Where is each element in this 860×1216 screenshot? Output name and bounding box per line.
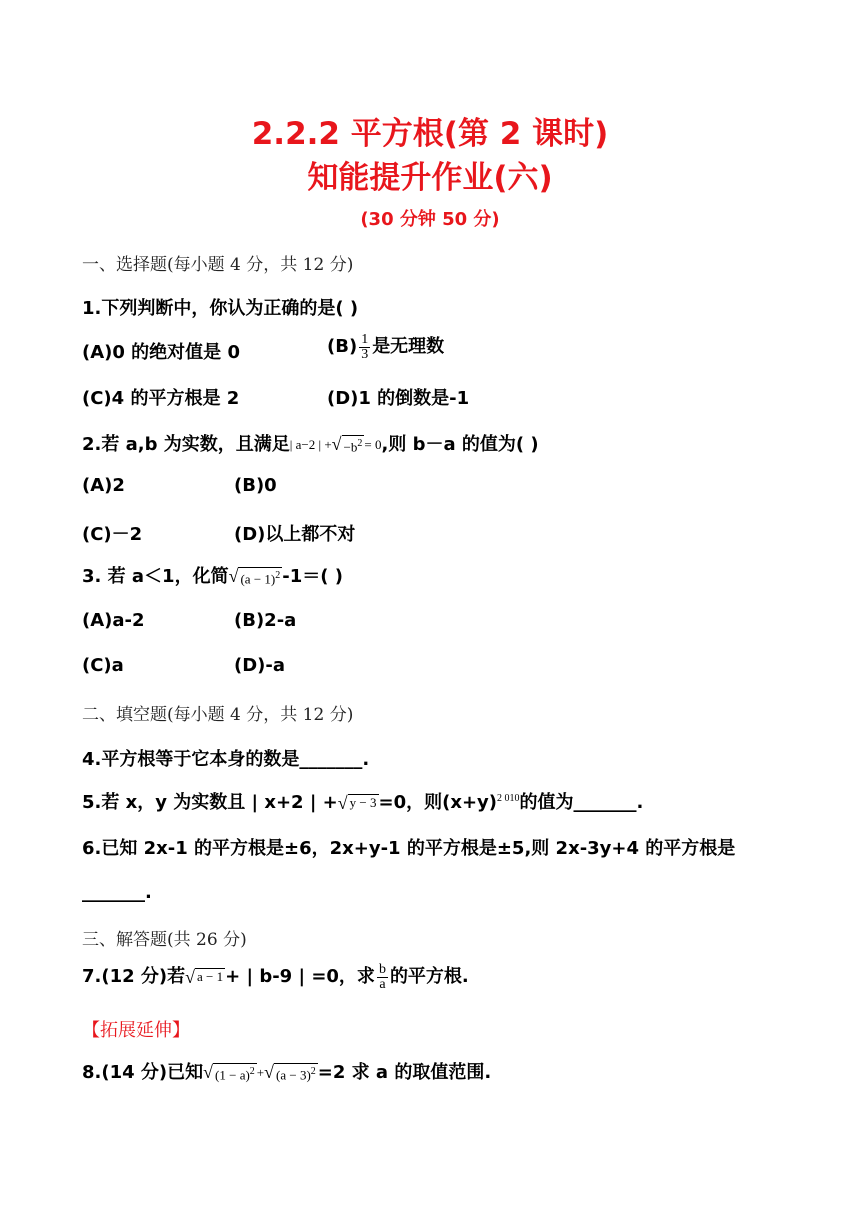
question-3 (82, 562, 343, 588)
radicand: y − 3 (349, 795, 377, 810)
q7-text-pre: 7.(12 分)若 (82, 966, 186, 987)
q1-option-a: (A)0 的绝对值是 0 (82, 342, 240, 363)
q3-sqrt (229, 567, 283, 587)
q5-exponent: 2 010 (497, 793, 520, 804)
q2-option-d: (D)以上都不对 (234, 524, 356, 545)
q5-sqrt (338, 794, 379, 812)
q1-option-c: (C)4 的平方根是 2 (82, 388, 240, 409)
extension-heading: 【拓展延伸】 (82, 1020, 190, 1041)
radicand: $-b^2$ (342, 435, 365, 455)
title-line-1: 2.2.2 平方根(第 2 课时) (251, 116, 609, 152)
title-line-2: 知能提升作业(六) (307, 160, 553, 196)
radicand: a − 1 (197, 969, 224, 984)
question-6: 6.已知 2x-1 的平方根是±6，2x+y-1 的平方根是±5,则 2x-3y+4 的平方根是 (82, 838, 736, 859)
radical-sign: √ (331, 433, 342, 454)
q8-sqrt-2 (264, 1063, 318, 1083)
fraction-denominator: a (379, 976, 386, 992)
radicand: $(a - 1)^2$ (238, 567, 282, 587)
q2-option-a: (A)2 (82, 475, 125, 496)
q5-text-mid: =0，则(x+y) (378, 792, 497, 813)
q3-option-a: (A)a-2 (82, 610, 145, 631)
q8-plus: + (256, 1065, 265, 1080)
question-4: 4.平方根等于它本身的数是_______. (82, 749, 370, 770)
q1-option-b-label: (B) (327, 336, 358, 357)
time-limit: (30 分钟 50 分) (360, 209, 500, 230)
radical-sign: √ (185, 967, 196, 987)
q1-option-b-text: 是无理数 (372, 336, 445, 357)
q8-text-post: =2 求 a 的取值范围. (317, 1062, 492, 1083)
question-6-blank: _______. (82, 882, 152, 903)
radical-sign: √ (264, 1061, 275, 1082)
radical-sign: √ (203, 1061, 214, 1082)
question-5 (82, 788, 643, 814)
radical-sign: √ (228, 565, 239, 586)
q1-option-b (327, 332, 444, 362)
q7-fraction (377, 963, 388, 992)
question-1: 1.下列判断中，你认为正确的是( ) (82, 298, 359, 319)
fraction-denominator: 3 (361, 346, 369, 362)
fraction-numerator: b (378, 961, 386, 977)
q2-sqrt (332, 435, 365, 455)
q2-option-b: (B)0 (234, 475, 277, 496)
q8-sqrt-1 (203, 1063, 257, 1083)
q1-option-b-fraction (359, 333, 370, 362)
section-fill-heading: 二、填空题(每小题 4 分，共 12 分) (82, 705, 354, 725)
radical-sign: √ (337, 793, 348, 813)
question-2 (82, 430, 539, 456)
q2-abs-term: | a−2 | + (289, 437, 332, 452)
q7-text-post: 的平方根. (389, 966, 469, 987)
q3-option-d: (D)-a (234, 655, 286, 676)
q8-text-pre: 8.(14 分)已知 (82, 1062, 204, 1083)
q2-equals-zero: = 0 (364, 437, 382, 452)
section-choice-heading: 一、选择题(每小题 4 分，共 12 分) (82, 255, 354, 275)
q2-text-post: ,则 b－a 的值为( ) (381, 434, 539, 455)
fraction-numerator: 1 (361, 331, 369, 347)
q5-text-post: 的值为_______. (519, 792, 644, 813)
radicand: $(a - 3)^2$ (274, 1063, 318, 1083)
q7-text-mid: + | b-9 | =0，求 (225, 966, 375, 987)
q3-option-b: (B)2-a (234, 610, 297, 631)
q3-text-pre: 3. 若 a＜1，化简 (82, 566, 229, 587)
q3-text-post: -1＝( ) (282, 566, 343, 587)
q7-sqrt (185, 968, 225, 986)
q2-text-pre: 2.若 a,b 为实数，且满足 (82, 434, 290, 455)
question-8 (82, 1058, 491, 1084)
q3-option-c: (C)a (82, 655, 124, 676)
section-answer-heading: 三、解答题(共 26 分) (82, 930, 247, 950)
q2-option-c: (C)－2 (82, 524, 143, 545)
question-7 (82, 962, 469, 992)
radicand: $(1 - a)^2$ (213, 1063, 257, 1083)
q1-option-d: (D)1 的倒数是-1 (327, 388, 470, 409)
q5-text-pre: 5.若 x，y 为实数且 | x+2 | + (82, 792, 338, 813)
